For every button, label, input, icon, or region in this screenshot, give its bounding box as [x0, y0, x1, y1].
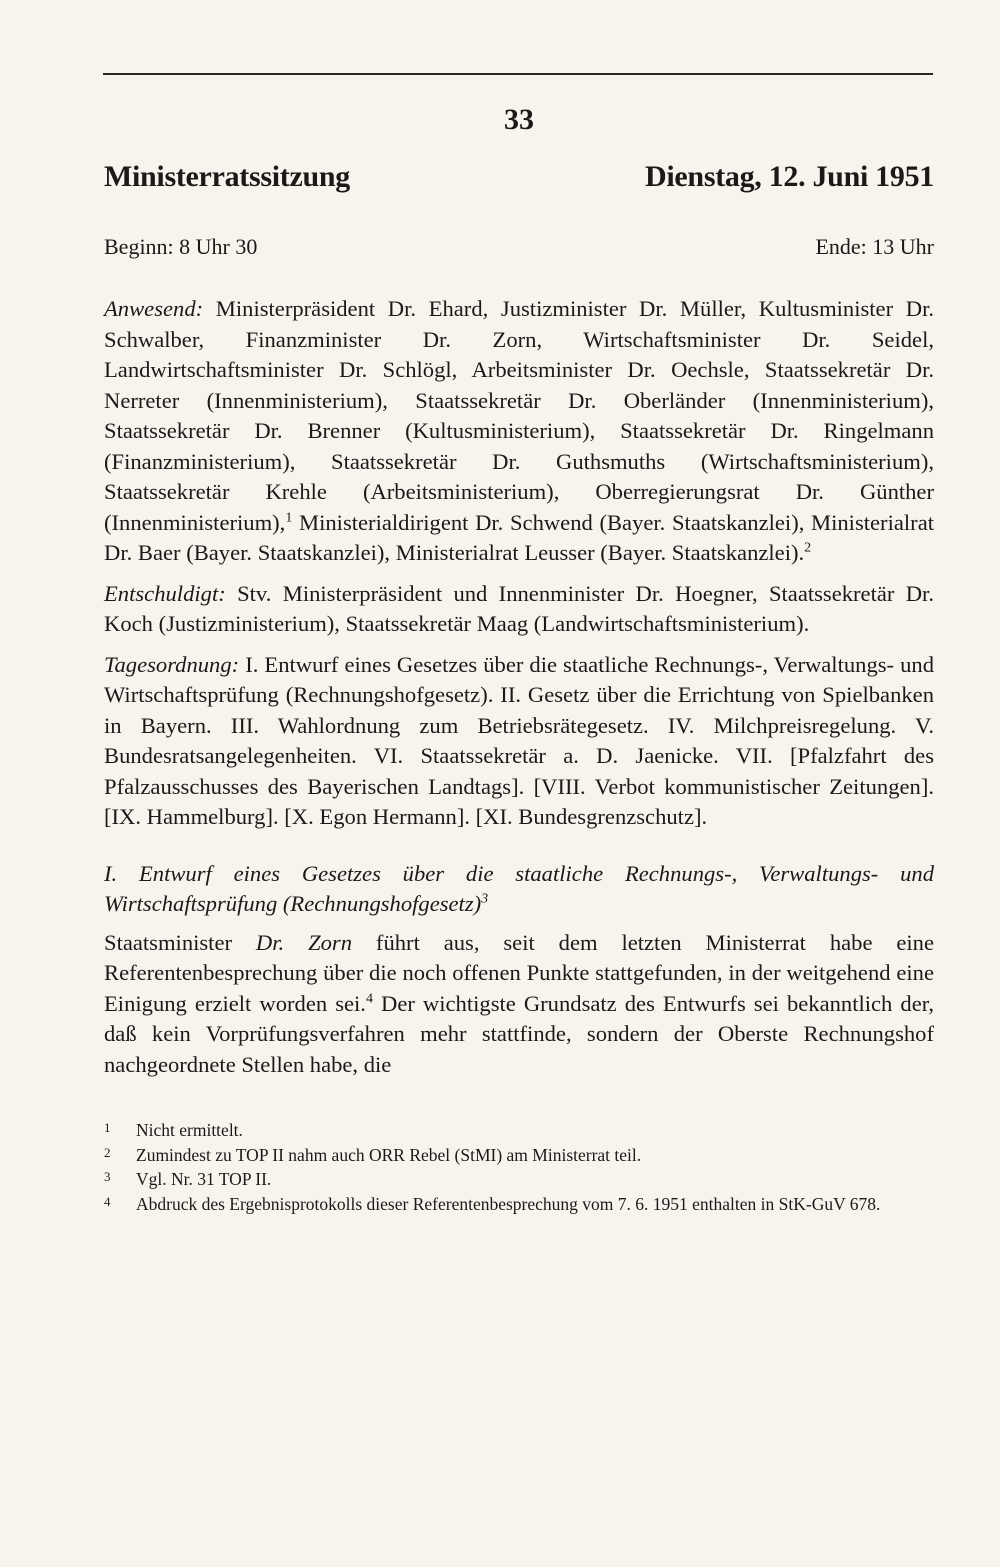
- footnote-number: 3: [104, 1169, 111, 1184]
- section-body: [104, 928, 934, 1081]
- begin-time: Beginn: 8 Uhr 30: [104, 234, 258, 259]
- section-heading-text: I. Entwurf eines Gesetzes über die staatliche Rechnungs-, Verwaltungs- und Wirtschaftsprüfung (Rechnungshofgesetz): [104, 860, 934, 916]
- section-body-name: Dr. Zorn: [255, 929, 353, 955]
- footnote-ref-1: 1: [285, 509, 293, 525]
- excused-paragraph: [104, 579, 934, 640]
- footnotes: [104, 1118, 934, 1216]
- agenda-label: Tagesordnung:: [104, 651, 240, 677]
- present-text: Ministerpräsident Dr. Ehard, Justizminister Dr. Müller, Kultusminister Dr. Schwalber, Finanzminister Dr. Zorn, Wirtschaftsminister Dr. Seidel, Landwirtschaftsminister Dr. Schlögl, Arbeitsminister Dr. Oechsle, Staatssekretär Dr. Nerreter (Innenministerium), Staatssekretär Dr. Oberländer (Innenministerium), Staatssekretär Dr. Brenner (Kultusministerium), Staatssekretär Dr. Ringelmann (Finanzministerium), Staatssekretär Dr. Guthsmuths (Wirtschaftsministerium), Staatssekretär Krehle (Arbeitsministerium), Oberregierungsrat Dr. Günther (Innenministerium),: [104, 296, 934, 535]
- meeting-date: Dienstag, 12. Juni 1951: [645, 160, 934, 193]
- footnote: [104, 1143, 934, 1168]
- end-time: Ende: 13 Uhr: [815, 234, 934, 259]
- excused-label: Entschuldigt:: [104, 580, 226, 606]
- title-row: [104, 160, 934, 194]
- section-body-2: führt aus, seit dem letzten Ministerrat habe eine Referentenbesprechung über die noch offenen Punkte stattgefunden, in der weitgehend eine Einigung erzielt worden sei.: [104, 929, 935, 1016]
- section-body-3: Der wichtigste Grundsatz des Entwurfs sei bekanntlich der, daß kein Vorprüfungsverfahren mehr stattfinde, sondern der Oberste Rechnungshof nachgeordnete Stellen habe, die: [104, 990, 934, 1077]
- present-label: Anwesend:: [104, 296, 204, 321]
- footnote-text: Abdruck des Ergebnisprotokolls dieser Referentenbesprechung vom 7. 6. 1951 enthalten in StK-GuV 678.: [136, 1193, 881, 1214]
- footnote-ref-2: 2: [804, 540, 812, 556]
- section-body-1: Staatsminister: [104, 929, 256, 955]
- agenda-paragraph: [104, 650, 934, 833]
- agenda-text: I. Entwurf eines Gesetzes über die staatliche Rechnungs-, Verwaltungs- und Wirtschaftsprüfung (Rechnungshofgesetz). II. Gesetz über die Errichtung von Spielbanken in Bayern. III. Wahlordnung zum Betriebsrätegesetz. IV. Milchpreisregelung. V. Bundesratsangelegenheiten. VI. Staatssekretär a. D. Jaenicke. VII. [Pfalzfahrt des Pfalzausschusses des Bayerischen Landtags]. [VIII. Verbot kommunistischer Zeitungen]. [IX. Hammelburg]. [X. Egon Hermann]. [XI. Bundesgrenzschutz].: [104, 651, 934, 829]
- document-page: [104, 100, 934, 1216]
- footnote-ref-4: 4: [365, 990, 373, 1006]
- section-heading: [104, 859, 934, 920]
- footnote: [104, 1192, 934, 1217]
- footnote-text: Vgl. Nr. 31 TOP II.: [136, 1169, 272, 1189]
- attendance-paragraph: [104, 294, 934, 569]
- footnote-number: 4: [104, 1193, 111, 1209]
- footnote-number: 2: [104, 1144, 111, 1160]
- excused-text: Stv. Ministerpräsident und Innenminister Dr. Hoegner, Staatssekretär Dr. Koch (Justizministerium), Staatssekretär Maag (Landwirtschaftsministerium).: [104, 580, 934, 636]
- time-row: [104, 232, 934, 262]
- header-rule: [103, 73, 933, 75]
- footnote-text: Zumindest zu TOP II nahm auch ORR Rebel (StMI) am Ministerrat teil.: [136, 1144, 642, 1165]
- footnote: [104, 1118, 934, 1143]
- footnote-ref-3: 3: [481, 891, 489, 907]
- meeting-title: Ministerratssitzung: [104, 160, 350, 193]
- present-text-2: Ministerialdirigent Dr. Schwend (Bayer. Staatskanzlei), Ministerialrat Dr. Baer (Bayer. Staatskanzlei), Ministerialrat Leusser (Bayer. Staatskanzlei).: [104, 509, 934, 565]
- footnote-number: 1: [104, 1120, 111, 1135]
- footnote-text: Nicht ermittelt.: [136, 1120, 243, 1140]
- document-number: 33: [504, 103, 534, 136]
- footnote: [104, 1167, 934, 1192]
